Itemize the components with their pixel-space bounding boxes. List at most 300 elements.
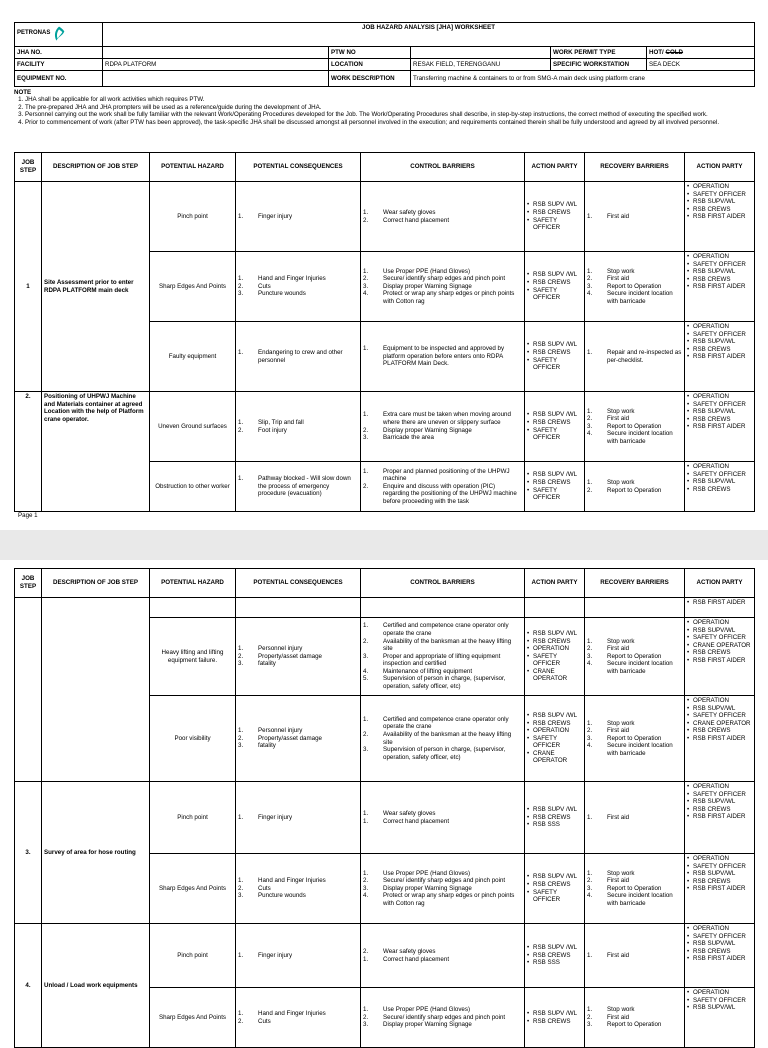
- list-item: [363, 283, 522, 291]
- list-item: [587, 653, 682, 661]
- item-number: 1.: [238, 418, 244, 426]
- list-item: • OPERATION: [687, 619, 752, 627]
- item-text: Wear safety gloves: [383, 809, 436, 817]
- item-number: 2.: [363, 877, 369, 885]
- numbered-list: [587, 349, 682, 364]
- col-hazard: POTENTIAL HAZARD: [150, 569, 236, 598]
- control-barriers-cell: [361, 924, 525, 988]
- col-action-party: ACTION PARTY: [525, 153, 585, 182]
- list-item: [587, 742, 682, 757]
- item-number: 2.: [587, 727, 593, 735]
- control-barriers-cell: [361, 782, 525, 854]
- item-number: 1.: [238, 645, 244, 653]
- item-text: Display proper Warning Signage: [383, 884, 472, 892]
- control-barriers-cell: [361, 618, 525, 696]
- col-control-barriers: CONTROL BARRIERS: [361, 153, 525, 182]
- item-number: 1.: [363, 817, 369, 825]
- item-text: Equipment to be inspected and approved by platform operation before enters onto RDPA PLATFORM Main Deck.: [383, 345, 505, 368]
- control-barriers-cell: [361, 854, 525, 924]
- list-item: [587, 479, 682, 487]
- item-text: Repair and re-inspected as per-checklist.: [607, 348, 682, 364]
- numbered-list: [363, 468, 522, 506]
- job-description-cell: Survey of area for hose routing: [42, 782, 150, 924]
- col-consequences: POTENTIAL CONSEQUENCES: [236, 153, 361, 182]
- action-party-cell: [525, 598, 585, 618]
- col-consequences: POTENTIAL CONSEQUENCES: [236, 569, 361, 598]
- action-party-2-cell: [685, 988, 755, 1048]
- item-number: 3.: [587, 282, 593, 290]
- table-row: [15, 598, 755, 618]
- job-step-cell: 3.: [15, 782, 42, 924]
- ptw-no-value[interactable]: [411, 47, 551, 59]
- equipment-no-value[interactable]: [103, 71, 329, 87]
- list-item: [587, 885, 682, 893]
- item-text: Stop work: [607, 478, 635, 486]
- list-item: [238, 727, 358, 735]
- item-text: First aid: [607, 212, 630, 220]
- item-number: 2.: [363, 216, 369, 224]
- list-item: [363, 268, 522, 276]
- list-item: [363, 877, 522, 885]
- list-item: • RSB FIRST AIDER: [687, 353, 752, 361]
- list-item: • RSB SSS: [527, 821, 582, 829]
- list-item: • RSB CREWS: [687, 486, 752, 494]
- list-item: [587, 645, 682, 653]
- list-item: [363, 668, 522, 676]
- bullet-list: [687, 599, 752, 607]
- numbered-list: [363, 209, 522, 224]
- numbered-list: [587, 479, 682, 494]
- list-item: • OPERATION: [687, 393, 752, 401]
- work-permit-type-label: WORK PERMIT TYPE: [551, 47, 647, 59]
- item-text: Proper and planned positioning of the UHPWJ machine: [383, 467, 510, 483]
- action-party-2-cell: [685, 696, 755, 782]
- item-text: Hand and Finger Injuries: [258, 877, 326, 885]
- item-text: Report to Operation: [607, 652, 662, 660]
- item-text: First aid: [607, 415, 630, 423]
- item-text: Correct hand placement: [383, 955, 450, 963]
- list-item: • CRANE OPERATOR: [687, 720, 752, 728]
- action-party-2-cell: [685, 854, 755, 924]
- list-item: • RSB CREWS: [687, 727, 752, 735]
- list-item: • SAFETY OFFICER: [527, 427, 582, 442]
- hazard-cell: Heavy lifting and lifting equipment failure.: [150, 618, 236, 696]
- list-item: [238, 427, 358, 435]
- list-item: • SAFETY OFFICER: [527, 889, 582, 904]
- note-item: 3. Personnel carrying out the work shall be fully familiar with the relevant Work/Operating Procedures developed for the Job. The Work/Operating Procedures shall describe, in step-by-step instructions, the correct method of executing the specified work.: [25, 111, 754, 118]
- list-item: • RSB CREWS: [687, 416, 752, 424]
- list-item: • RSB SUPV /WL: [527, 471, 582, 479]
- list-item: [363, 1014, 522, 1022]
- list-item: [363, 345, 522, 368]
- job-step-cell: 2.: [15, 392, 42, 512]
- numbered-list: [238, 877, 358, 900]
- facility-label: FACILITY: [15, 59, 103, 71]
- consequences-cell: [236, 392, 361, 462]
- item-number: 4.: [587, 892, 593, 900]
- bullet-list: [527, 341, 582, 371]
- item-number: 2.: [587, 877, 593, 885]
- bullet-list: [687, 783, 752, 821]
- control-barriers-cell: [361, 182, 525, 252]
- list-item: [587, 638, 682, 646]
- list-item: [238, 290, 358, 298]
- jha-no-value[interactable]: [103, 47, 329, 59]
- item-text: First aid: [607, 645, 630, 653]
- item-text: Hand and Finger Injuries: [258, 275, 326, 283]
- list-item: • RSB CREWS: [687, 806, 752, 814]
- list-item: [238, 275, 358, 283]
- item-number: 3.: [363, 884, 369, 892]
- list-item: [587, 720, 682, 728]
- action-party-cell: [525, 924, 585, 988]
- numbered-list: [363, 411, 522, 441]
- recovery-barriers-cell: [585, 252, 685, 322]
- list-item: [363, 716, 522, 731]
- list-item: • RSB FIRST AIDER: [687, 955, 752, 963]
- list-item: • SAFETY OFFICER: [527, 287, 582, 302]
- list-item: • SAFETY OFFICER: [527, 487, 582, 502]
- numbered-list: [363, 622, 522, 690]
- list-item: [363, 622, 522, 637]
- list-item: • RSB CREWS: [527, 209, 582, 217]
- location-value: RESAK FIELD, TERENGGANU: [411, 59, 551, 71]
- item-text: Foot injury: [258, 426, 287, 434]
- item-text: Display proper Warning Signage: [383, 426, 472, 434]
- col-action-party-2: ACTION PARTY: [685, 569, 755, 598]
- item-text: Correct hand placement: [383, 817, 450, 825]
- item-number: 1.: [363, 809, 369, 817]
- item-number: 1.: [587, 348, 593, 356]
- list-item: • RSB CREWS: [687, 206, 752, 214]
- item-text: Personnel injury: [258, 727, 303, 735]
- list-item: • RSB CREWS: [527, 479, 582, 487]
- item-number: 1.: [363, 411, 369, 419]
- bullet-list: [687, 253, 752, 291]
- item-text: Property/asset damage: [258, 652, 322, 660]
- recovery-barriers-cell: [585, 854, 685, 924]
- list-item: [363, 948, 522, 956]
- hazard-cell: Pinch point: [150, 924, 236, 988]
- consequences-cell: [236, 988, 361, 1048]
- list-item: [587, 814, 682, 822]
- jha-no-label: JHA NO.: [15, 47, 103, 59]
- hazard-cell: Faulty equipment: [150, 322, 236, 392]
- item-text: Finger injury: [258, 212, 293, 220]
- item-number: 3.: [587, 1021, 593, 1029]
- item-number: 1.: [587, 813, 593, 821]
- numbered-list: [363, 1006, 522, 1029]
- item-number: 3.: [238, 660, 244, 668]
- item-number: 1.: [587, 212, 593, 220]
- list-item: [587, 290, 682, 305]
- bullet-list: [687, 619, 752, 665]
- recovery-barriers-cell: [585, 924, 685, 988]
- item-text: Enquire and discuss with operation (PIC) regarding the positioning of the UHPWJ machine before proceeding with the task: [383, 482, 517, 505]
- item-text: fatality: [258, 660, 276, 668]
- list-item: [587, 952, 682, 960]
- item-text: First aid: [607, 727, 630, 735]
- control-barriers-cell: [361, 252, 525, 322]
- item-number: 2.: [238, 734, 244, 742]
- col-recovery-barriers: RECOVERY BARRIERS: [585, 153, 685, 182]
- list-item: • SAFETY OFFICER: [687, 791, 752, 799]
- list-item: [238, 742, 358, 750]
- action-party-2-cell: [685, 782, 755, 854]
- action-party-cell: [525, 696, 585, 782]
- list-item: [587, 283, 682, 291]
- item-text: Display proper Warning Signage: [383, 282, 472, 290]
- numbered-list: [238, 814, 358, 822]
- list-item: • OPERATION: [687, 925, 752, 933]
- control-barriers-cell: [361, 462, 525, 512]
- company-logo: [17, 26, 100, 42]
- list-item: [363, 275, 522, 283]
- jha-table-page-2: [14, 568, 755, 1048]
- list-item: • OPERATION: [687, 253, 752, 261]
- list-item: [363, 892, 522, 907]
- control-barriers-cell: [361, 696, 525, 782]
- item-text: First aid: [607, 813, 630, 821]
- item-number: 1.: [587, 719, 593, 727]
- item-number: 2.: [238, 426, 244, 434]
- work-description-label: WORK DESCRIPTION: [329, 71, 411, 87]
- consequences-cell: [236, 322, 361, 392]
- hazard-cell: Poor visibility: [150, 696, 236, 782]
- logo-cell: [15, 23, 103, 47]
- bullet-list: [687, 183, 752, 221]
- item-number: 4.: [363, 290, 369, 298]
- item-text: Endangering to crew and other personnel: [258, 348, 343, 364]
- work-description-value: Transferring machine & containers to or from SMG-A main deck using platform crane: [411, 71, 755, 87]
- numbered-list: [363, 870, 522, 908]
- item-number: 1.: [238, 275, 244, 283]
- item-text: Correct hand placement: [383, 216, 450, 224]
- item-text: Proper and appropriate of lifting equipment inspection and certified: [383, 652, 501, 668]
- item-text: Secure incident location with barricade: [607, 660, 673, 675]
- job-step-cell: 1: [15, 182, 42, 392]
- item-text: fatality: [258, 742, 276, 750]
- col-description: DESCRIPTION OF JOB STEP: [42, 569, 150, 598]
- hazard-cell: Pinch point: [150, 182, 236, 252]
- bullet-list: [527, 712, 582, 765]
- company-name: PETRONAS: [17, 30, 51, 37]
- bullet-list: [687, 855, 752, 893]
- item-text: Cuts: [258, 1017, 271, 1025]
- list-item: [363, 1006, 522, 1014]
- numbered-list: [238, 419, 358, 434]
- list-item: [587, 1021, 682, 1029]
- list-item: • RSB CREWS: [687, 948, 752, 956]
- numbered-list: [587, 638, 682, 676]
- item-text: Property/asset damage: [258, 734, 322, 742]
- numbered-list: [238, 475, 358, 498]
- hazard-cell: [150, 598, 236, 618]
- list-item: • RSB FIRST AIDER: [687, 599, 752, 607]
- numbered-list: [587, 408, 682, 446]
- list-item: • RSB CREWS: [527, 881, 582, 889]
- list-item: [587, 415, 682, 423]
- item-number: 3.: [587, 884, 593, 892]
- list-item: [363, 1021, 522, 1029]
- item-text: Supervision of person in charge, (supervisor, operation, safety officer, etc): [383, 746, 506, 761]
- list-item: • RSB CREWS: [527, 952, 582, 960]
- job-step-cell: [15, 598, 42, 782]
- list-item: [587, 892, 682, 907]
- item-number: 3.: [587, 422, 593, 430]
- hazard-cell: Sharp Edges And Points: [150, 854, 236, 924]
- list-item: • SAFETY OFFICER: [527, 735, 582, 750]
- item-number: 1.: [363, 267, 369, 275]
- list-item: [587, 423, 682, 431]
- list-item: [238, 892, 358, 900]
- list-item: • CRANE OPERATOR: [527, 668, 582, 683]
- item-text: First aid: [607, 1013, 630, 1021]
- action-party-cell: [525, 252, 585, 322]
- col-description: DESCRIPTION OF JOB STEP: [42, 153, 150, 182]
- numbered-list: [587, 720, 682, 758]
- recovery-barriers-cell: [585, 782, 685, 854]
- job-description-cell: Unload / Load work equipments: [42, 924, 150, 1048]
- item-text: Report to Operation: [607, 486, 662, 494]
- bullet-list: [527, 471, 582, 501]
- item-text: Use Proper PPE (Hand Gloves): [383, 1006, 471, 1014]
- bullet-list: [687, 925, 752, 963]
- numbered-list: [238, 727, 358, 750]
- list-item: • RSB SUPV/WL: [687, 338, 752, 346]
- list-item: [238, 660, 358, 668]
- hazard-cell: Obstruction to other worker: [150, 462, 236, 512]
- list-item: • RSB SUPV /WL: [527, 630, 582, 638]
- bullet-list: [527, 411, 582, 441]
- item-number: 2.: [587, 486, 593, 494]
- item-number: 2.: [587, 1013, 593, 1021]
- list-item: [587, 877, 682, 885]
- list-item: • OPERATION: [687, 463, 752, 471]
- list-item: • OPERATION: [687, 183, 752, 191]
- action-party-2-cell: [685, 322, 755, 392]
- list-item: • SAFETY OFFICER: [687, 401, 752, 409]
- control-barriers-cell: [361, 598, 525, 618]
- job-description-cell: [42, 598, 150, 782]
- work-permit-type-value: HOT/ COLD: [647, 47, 755, 59]
- list-item: • RSB FIRST AIDER: [687, 657, 752, 665]
- bullet-list: [527, 1010, 582, 1025]
- list-item: [587, 430, 682, 445]
- hazard-cell: Sharp Edges And Points: [150, 988, 236, 1048]
- item-text: Report to Operation: [607, 422, 662, 430]
- list-item: [363, 885, 522, 893]
- list-item: • SAFETY OFFICER: [687, 933, 752, 941]
- item-text: Puncture wounds: [258, 290, 306, 298]
- item-number: 2.: [238, 652, 244, 660]
- list-item: • RSB FIRST AIDER: [687, 423, 752, 431]
- action-party-cell: [525, 322, 585, 392]
- numbered-list: [587, 952, 682, 960]
- item-number: 3.: [587, 652, 593, 660]
- numbered-list: [238, 213, 358, 221]
- numbered-list: [363, 716, 522, 762]
- list-item: • OPERATION: [527, 645, 582, 653]
- specific-workstation-label: SPECIFIC WORKSTATION: [551, 59, 647, 71]
- col-hazard: POTENTIAL HAZARD: [150, 153, 236, 182]
- list-item: • RSB SUPV/WL: [687, 1004, 752, 1012]
- item-number: 1.: [363, 622, 369, 630]
- item-number: 2.: [587, 645, 593, 653]
- recovery-barriers-cell: [585, 988, 685, 1048]
- item-number: 2.: [363, 637, 369, 645]
- list-item: • SAFETY OFFICER: [527, 217, 582, 232]
- action-party-cell: [525, 182, 585, 252]
- list-item: [363, 731, 522, 746]
- job-step-cell: 4.: [15, 924, 42, 1048]
- header-table: [14, 22, 755, 87]
- item-text: Protect or wrap any sharp edges or pinch points with Cotton rag: [383, 892, 515, 907]
- item-text: Secure/ identify sharp edges and pinch point: [383, 1013, 506, 1021]
- list-item: [238, 645, 358, 653]
- action-party-2-cell: [685, 618, 755, 696]
- list-item: • RSB SUPV /WL: [527, 201, 582, 209]
- recovery-barriers-cell: [585, 462, 685, 512]
- list-item: • SAFETY OFFICER: [687, 471, 752, 479]
- bullet-list: [527, 271, 582, 301]
- item-number: 1.: [238, 813, 244, 821]
- numbered-list: [238, 1010, 358, 1025]
- list-item: [363, 746, 522, 761]
- equipment-no-label: EQUIPMENT NO.: [15, 71, 103, 87]
- jha-table-page-1: [14, 152, 755, 512]
- numbered-list: [587, 814, 682, 822]
- list-item: • OPERATION: [527, 727, 582, 735]
- col-action-party-2: ACTION PARTY: [685, 153, 755, 182]
- list-item: [363, 675, 522, 690]
- numbered-list: [587, 268, 682, 306]
- consequences-cell: [236, 924, 361, 988]
- list-item: • RSB CREWS: [687, 878, 752, 886]
- item-text: Certified and competence crane operator only operate the crane: [383, 622, 509, 637]
- list-item: [587, 275, 682, 283]
- list-item: • RSB SUPV /WL: [527, 341, 582, 349]
- list-item: [587, 213, 682, 221]
- bullet-list: [687, 323, 752, 361]
- item-text: Report to Operation: [607, 1021, 662, 1029]
- list-item: • OPERATION: [687, 323, 752, 331]
- action-party-2-cell: [685, 252, 755, 322]
- list-item: [363, 653, 522, 668]
- item-text: Slip, Trip and fall: [258, 418, 304, 426]
- list-item: [238, 877, 358, 885]
- list-item: [363, 638, 522, 653]
- item-text: Availability of the banksman at the heavy lifting site: [383, 637, 512, 653]
- item-text: First aid: [607, 877, 630, 885]
- item-number: 5.: [363, 675, 369, 683]
- item-text: Stop work: [607, 267, 635, 275]
- consequences-cell: [236, 182, 361, 252]
- list-item: • SAFETY OFFICER: [687, 191, 752, 199]
- list-item: [587, 660, 682, 675]
- list-item: [587, 268, 682, 276]
- item-number: 3.: [363, 746, 369, 754]
- item-text: Availability of the banksman at the heavy lifting site: [383, 730, 512, 746]
- item-number: 1.: [363, 345, 369, 353]
- location-label: LOCATION: [329, 59, 411, 71]
- page-label: Page 1: [18, 512, 38, 519]
- col-action-party: ACTION PARTY: [525, 569, 585, 598]
- item-text: Report to Operation: [607, 884, 662, 892]
- list-item: • RSB CREWS: [687, 649, 752, 657]
- item-number: 4.: [587, 290, 593, 298]
- list-item: [363, 810, 522, 818]
